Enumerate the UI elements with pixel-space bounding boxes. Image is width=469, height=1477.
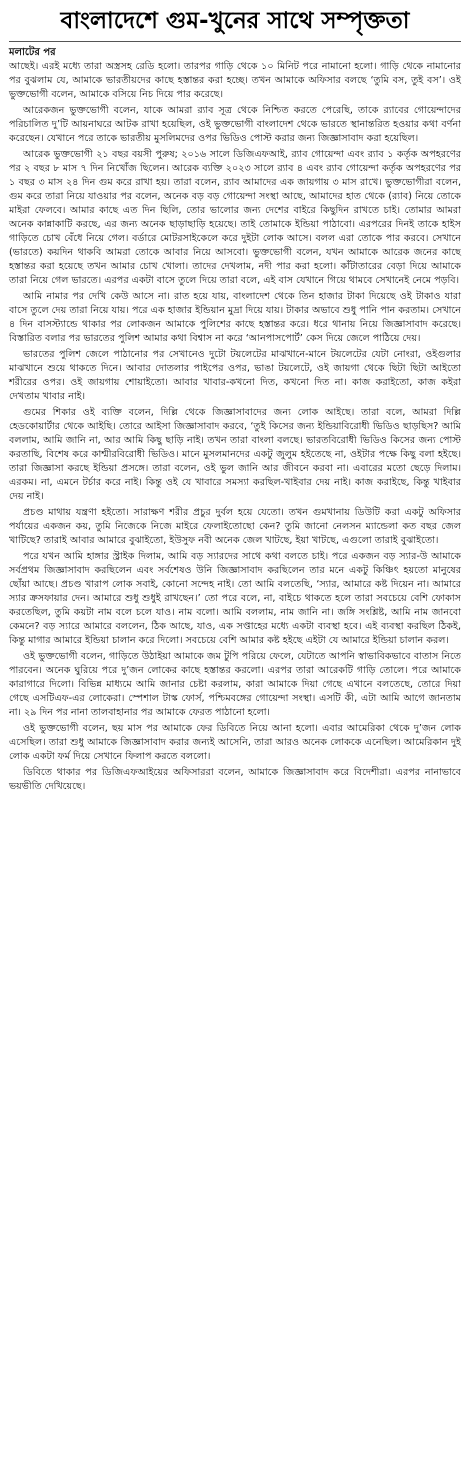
article-paragraph: আরেকজন ভুক্তভোগী বলেন, যাকে আমরা র‍্যাব সূত্র থেকে নিশ্চিত করতে পেরেছি, তাকে র‍্যাবের গোয়েন্দাদের পরিচালিত দু’টি আয়নাঘরে আটক রাখা হয়েছিল, ওই ভুক্তভোগী বাংলাদেশ থেকে ভারতে স্থানান্তরিত হওয়ার কথা বর্ণনা করেছেন। যেখানে পরে তাকে ভারতীয় মুসলিমদের ওপর ভিডিও পোস্ট করার জন্য জিজ্ঞাসাবাদ করা হয়েছিল। [9,104,461,144]
article-body [9,60,461,794]
article-paragraph: ভারতের পুলিশ জেলে পাঠানোর পর সেখানেও দুটো টয়লেটের মাঝখানে-মানে টয়লেটের যেটা নোংরা, ওইগুলার মাঝখানে শুয়ে থাকতে দিনে। আবার দোতলার পাইপের ওপর, ভাঙা টয়লেটে, ওই জায়গা থেকে ছিটা ছিটা আইতো শরীরের ওপর। ওই জায়গায় শোয়াইতো। আবার খাবার-কখনো দিত, কখনো দিত না। কাজ করাইতো, কাজ কইরা দেখতাম খাবার নাই। [9,348,461,403]
article-paragraph: প্রচণ্ড মাথায় যন্ত্রণা হইতো। সারাক্ষণ শরীর প্রচুর দুর্বল হয়ে যেতো। তখন গুমখানায় ডিউটি করা একটু অফিসার পর্যায়ের একজন কয়, তুমি নিজেকে নিজে মাইরে ফেলাইতোছো কেন? তুমি জানো নেলসন ম্যান্ডেলা কত বছর জেল খাটিছে? তারাই আবার আমারে বুঝাইতো, ইউসুফ নবী অনেক জেল খাটছে, ইয়া খাটছে, এগুলো তারাই বুঝাইতো। [9,506,461,547]
article-headline: বাংলাদেশে গুম-খুনের সাথে সম্পৃক্ততা [60,8,410,34]
article-paragraph: ডিবিতে থাকার পর ডিজিএফআইয়ের অফিসাররা বলেন, আমাকে জিজ্ঞাসাবাদ করে বিদেশীরা। এরপর নানাভাবে ভয়ভীতি দেখিয়েছে। [9,766,461,792]
continued-from-label: মলাটের পর [9,47,56,58]
headline-divider [9,41,461,42]
article-paragraph: আছেই। এরই মধ্যে তারা অস্ত্রসহ রেডি হলো। তারপর গাড়ি থেকে ১০ মিনিট পরে নামানো হলো। গাড়ি থেকে নামানোর পর বুঝলাম যে, আমাকে ভারতীয়দের কাছে হস্তান্তর করা হচ্ছে। তখন আমাকে অফিসার বলছে ‘তুমি বস, তুই বস’। ওই ভুক্তভোগী বলেন, আমাকে বসিয়ে নিচ দিয়ে পার করেছে। [9,61,461,101]
article-paragraph: আরেক ভুক্তভোগী ২১ বছর বয়সী পুরুষ; ২০১৬ সালে ডিজিএফআই, র‍্যাব গোয়েন্দা এবং র‍্যাব ১ কর্তৃক অপহরণের পর ২ বছর ৮ মাস ৭ দিন নিখোঁজ ছিলেন। আরেক ব্যক্তি ২০২৩ সালে র‍্যাব ৪ এবং র‍্যাব গোয়েন্দা কর্তৃক অপহরণের পর ১ বছর ৩ মাস ২৪ দিন গুম করে রাখা হয়। তারা বলেন, র‍্যাব আমাদের এক জায়গায় ৩ মাস রাখে। ভুক্তভোগীরা বলেন, গুম করে তারা নিয়ে যাওয়ার পর বলেন, অনেক বড় বড় গোয়েন্দা সংস্থা আছে, আমাদের হাত থেকে (র‍্যাব) নিয়ে তোকে মাইরা ফেলবে। আমার কাছে এত দিন ছিলি, তোর ভালোর জন্য দেশের বাইরে কিছুদিন রাখতে চাই। তোমার আমরা অনেক কান্নাকাটি করছে, এর জন্য অনেক ছাড়াছাড়ি হয়েছে। তাই তোমাকে ইন্ডিয়া পাঠাবো। এরপরের দিনই তাকে হাইস গাড়িতে চোখ বেঁধে নিয়ে গেল। বর্ডারে মোটরসাইকেলে করে দুইটা লোক আসে। বলল এরা তোকে পার করবে। সেখানে (ভারতে) কয়দিন থাকবি আমরা তোকে আবার নিয়ে আসবো। ভুক্তভোগী বলেন, যখন আমাকে আরেক জনের কাছে হস্তান্তর করা হয়েছে তখন আমার চোখ খোলা। তাদের দেখলাম, নদী পার করা হলো। কাঁটাতারের বেড়া দিয়ে আমাকে তারা নিয়ে গেল ভারতে। এরপর একটা বাসে তুলে দিয়ে তারা বলে, এই বাস যেখানে গিয়ে থামবে সেখানেই নেমে পড়বি। [9,148,461,287]
article-paragraph: গুমের শিকার ওই ব্যক্তি বলেন, দিল্লি থেকে জিজ্ঞাসাবাদের জন্য লোক আইছে। তারা বলে, আমরা দিল্লি হেডকোয়ার্টার থেকে আইছি। তোরে আইসা জিজ্ঞাসাবাদ করবে, ‘তুই কিসের জন্য ইন্ডিয়াবিরোধী ভিডিও ছাড়ছিস? আমি বললাম, আমি জানি না, আর আমি কিছু ছাড়ি নাই। তখন তারা বাংলা বলছে। ভারতবিরোধী ভিডিও কিসের জন্য পোস্ট করতাছি, বিশেষ করে কাশ্মীরবিরোধী ভিডিও। মানে মুসলমানদের একটু জুলুম হইতেছে না, ওইটার পক্ষে কিছু বলা হইছে। তারা জিজ্ঞাসা করছে ইন্ডিয়া প্রসঙ্গে। তারা বলেন, ওই ভুল জানি আর জীবনে করবা না। এবারের মতো ছেড়ে দিলাম। এরকম। না, এমনে টর্চার করে নাই। কিন্তু ওই যে খাবারে সমস্যা করছিল-খাইবার দেয় নাই। কাজ করাইছে, কিন্তু খাইবার দেয় নাই। [9,406,461,503]
article-paragraph: আমি নামার পর দেখি কেউ আসে না। রাত হয়ে যায়, বাংলাদেশ থেকে তিন হাজার টাকা দিয়েছে ওই টাকাও যারা বাসে তুলে দেয় তারা নিয়ে যায়। পরে এক হাজার ইন্ডিয়ান মুদ্রা দিয়ে যায়। টাকার অভাবে শুধু পানি পান করতাম। সেখানে ৪ দিন বাসস্ট্যান্ডে থাকার পর লোকজন আমাকে পুলিশের কাছে হস্তান্তর করে। ধরে থানায় নিয়ে জিজ্ঞাসাবাদ করেছে। বিস্তারিত বলার পর ভারতের পুলিশ আমার কথা বিশ্বাস না করে ‘আনপাসপোর্ট’ কেস দিয়ে জেলে পাঠিয়ে দেয়। [9,291,461,345]
article-paragraph: ওই ভুক্তভোগী বলেন, গাড়িতে উঠাইয়া আমাকে জম টুপি পরিয়ে ফেলে, যেটাতে আপনি স্বাভাবিকভাবে বাতাস নিতে পারবেন। অনেক ঘুরিয়ে পরে দু’জন লোকের কাছে হস্তান্তর করলো। এরপর তারা আরেকটি গাড়ি তোলে। পরে আমাকে কারাগারে দিলো। বিভিন্ন মাধ্যমে আমি জানার চেষ্টা করলাম, কারা আমাকে দিয়া গেছে এখানে বলতেছে, তোরে দিয়া গেছে এসটিএফ-এর লোকেরা। স্পেশাল টাস্ক ফোর্স, পশ্চিমবঙ্গের গোয়েন্দা সংস্থা। এসটি কী, এটা আমি আগে জানতাম না। ২৯ দিন পর নানা তালবাহানার পর আমাকে ফেরত পাঠানো হলো। [9,650,461,719]
article-paragraph: ওই ভুক্তভোগী বলেন, ছয় মাস পর আমাকে ফের ডিবিতে নিয়ে আনা হলো। এবার আমেরিকা থেকে দু’জন লোক এসেছিল। তারা শুধু আমাকে জিজ্ঞাসাবাদ করার জন্যই আসেনি, তারা আরও অনেক লোককে এনেছিল। আমেরিকান দুই লোক একটা ফর্ম দিয়ে সেখানে ফিলাপ করতে বললো। [9,722,461,762]
article-paragraph: পরে যখন আমি হাঙ্গার স্ট্রাইক দিলাম, আমি বড় স্যারদের সাথে কথা বলতে চাই। পরে একজন বড় স্যার-উ আমাকে সর্বপ্রথম জিজ্ঞাসাবাদ করছিলেন এবং সর্বশেষও উনি জিজ্ঞাসাবাদ করছিলেন তার মনে একটু কিঞ্চিৎ হয়তো মানুষের ছোঁয়া আছে। প্রচণ্ড খারাপ লোক সবাই, কোনো সন্দেহ নাই। তো আমি বলতেছি, ‘স্যার, আমারে কষ্ট দিয়েন না। আমারে স্যার ক্রসফায়ার দেন। আমারে শুধু শুধুই রাখছেন।’ তো পরে বলে, না, বাইচে থাকতে হলে তারা সবচেয়ে বেশি ফোকাস করতেছিল, তুমি কয়টা নাম বলে চলে যাও। নাম বলো। আমি বললাম, নাম জানি না। জঙ্গি সংশ্লিষ্ট, আমি নাম জানবো কেমনে? বড় স্যারে আমারে বললেন, ঠিক আছে, যাও, এক সপ্তাহের মধ্যে একটা ব্যবস্থা হবে। এই ব্যবস্থা করছিল ঠিকই, কিন্তু মাগার আমারে ইন্ডিয়া চালান করে দিলো। সবচেয়ে বেশি আমার কষ্ট হইছে এইটা যে আমারে ইন্ডিয়া চালান করল। [9,550,461,647]
